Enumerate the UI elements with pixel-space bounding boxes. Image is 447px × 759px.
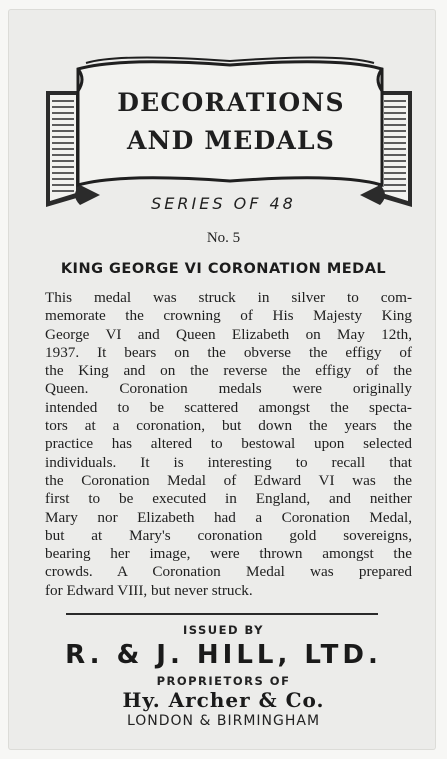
company-location: LONDON & BIRMINGHAM: [126, 713, 321, 729]
scroll-left-end: [46, 91, 80, 207]
description-line: tors at a coronation, but down the years the: [45, 417, 412, 435]
proprietor-name: Hy. Archer & Co.: [122, 688, 325, 712]
description-line: 1937. It bears on the obverse the effigy of: [45, 343, 412, 361]
card-number: No. 5: [206, 230, 241, 246]
description-line: This medal was struck in silver to com-: [45, 289, 412, 306]
description-line: Mary nor Elizabeth had a Coronation Medal,: [45, 508, 412, 526]
card-heading: KING GEORGE VI CORONATION MEDAL: [60, 261, 387, 277]
description-line: first to be executed in England, and neither: [45, 490, 412, 508]
description-line: the King and on the reverse the effigy of the: [45, 362, 412, 380]
description-line: intended to be scattered amongst the specta-: [45, 398, 412, 416]
series-label: SERIES OF 48: [151, 194, 296, 213]
description-line: Queen. Coronation medals were originally: [45, 380, 412, 398]
description-line: memorate the crowning of His Majesty King: [45, 307, 412, 325]
proprietors-label: PROPRIETORS OF: [156, 674, 291, 688]
description-line: George VI and Queen Elizabeth on May 12th,: [45, 325, 412, 343]
description-line: individuals. It is interesting to recall that: [45, 453, 412, 471]
description-line: bearing her image, were thrown amongst the: [45, 545, 412, 563]
divider-rule: [66, 613, 378, 615]
company-name: R. & J. HILL, LTD.: [65, 640, 382, 670]
description-line: for Edward VIII, but never struck.: [45, 581, 253, 599]
description-line: but at Mary's coronation gold sovereigns,: [45, 526, 412, 544]
description-line: the Coronation Medal of Edward VI was the: [45, 471, 412, 489]
banner-title-line1: DECORATIONS: [117, 88, 345, 117]
description-line: practice has altered to bestowal upon selected: [45, 435, 412, 453]
issued-by-label: ISSUED BY: [182, 623, 265, 637]
card-description: [45, 289, 412, 600]
banner-title-line2: AND MEDALS: [126, 126, 336, 155]
description-line: crowds. A Coronation Medal was prepared: [45, 563, 412, 581]
